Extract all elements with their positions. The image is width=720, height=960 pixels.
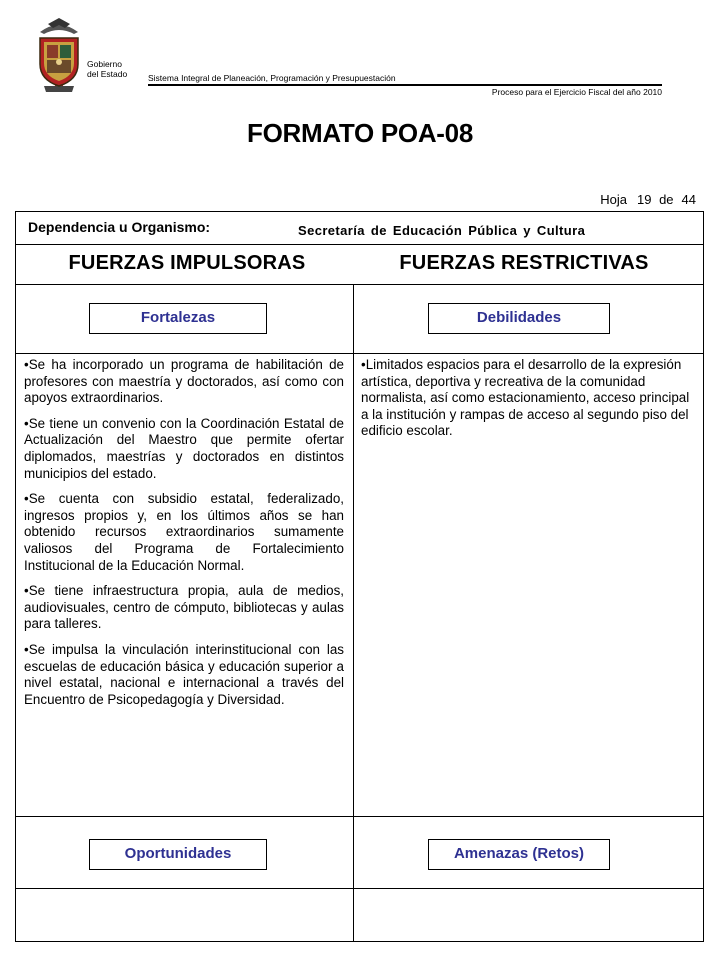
system-name: Sistema Integral de Planeación, Programación y Presupuestación [148, 73, 396, 83]
strengths-label: Fortalezas [89, 303, 267, 334]
row-divider-opportunities-label [16, 888, 703, 889]
dependency-label: Dependencia u Organismo: [28, 219, 211, 235]
strengths-list [24, 357, 344, 717]
government-line-2: del Estado [87, 69, 128, 79]
strength-item: • Se ha incorporado un programa de habilitación de profesores con maestría y doctorados, así como con apoyos extraordinarios. [24, 357, 344, 407]
column-divider [353, 285, 354, 941]
weaknesses-list [361, 357, 691, 449]
threats-label: Amenazas (Retos) [428, 839, 610, 870]
sheet-label: Hoja [600, 192, 627, 207]
strength-item: • Se tiene infraestructura propia, aula de medios, audiovisuales, centro de cómputo, bibliotecas y aulas para talleres. [24, 583, 344, 633]
row-divider-strengths-content [16, 816, 703, 817]
government-line-1: Gobierno [87, 59, 122, 69]
weaknesses-label: Debilidades [428, 303, 610, 334]
strength-item: • Se cuenta con subsidio estatal, federalizado, ingresos propios y, en los últimos años se han obtenido recursos extraordinarios sumamente valiosos del Programa de Fortalecimiento Institucional de la Educación Normal. [24, 491, 344, 574]
weakness-item: • Limitados espacios para el desarrollo de la expresión artística, deportiva y recreativa de la comunidad normalista, así como estacionamiento, acceso principal a la institución y rampas de acceso al segundo piso del edificio escolar. [361, 357, 691, 440]
sheet-current: 19 [636, 192, 652, 207]
header-rule [148, 84, 662, 86]
process-year: Proceso para el Ejercicio Fiscal del año 2010 [491, 87, 662, 97]
row-divider-headers [16, 284, 703, 285]
strength-item: • Se impulsa la vinculación interinstitucional con las escuelas de educación básica y educación superior a nivel estatal, nacional e internacional a través del Encuentro de Psicopedagogía y Diversidad. [24, 642, 344, 708]
row-divider-dependency [16, 244, 703, 245]
opportunities-label: Oportunidades [89, 839, 267, 870]
column-header-restrictivas: FUERZAS RESTRICTIVAS [399, 252, 649, 274]
state-seal-logo [34, 16, 84, 96]
dependency-value: Secretaría de Educación Pública y Cultura [298, 223, 586, 238]
sheet-total: 44 [681, 192, 696, 207]
government-label [87, 59, 127, 79]
column-header-impulsoras: FUERZAS IMPULSORAS [68, 252, 306, 274]
strength-item: • Se tiene un convenio con la Coordinación Estatal de Actualización del Maestro que permite ofertar diplomados, maestrías y doctorados en distintos municipios del estado. [24, 416, 344, 482]
row-divider-strengths-label [16, 353, 703, 354]
sheet-of-label: de [659, 192, 674, 207]
page-title: FORMATO POA-08 [247, 118, 473, 148]
sheet-number [600, 192, 696, 207]
